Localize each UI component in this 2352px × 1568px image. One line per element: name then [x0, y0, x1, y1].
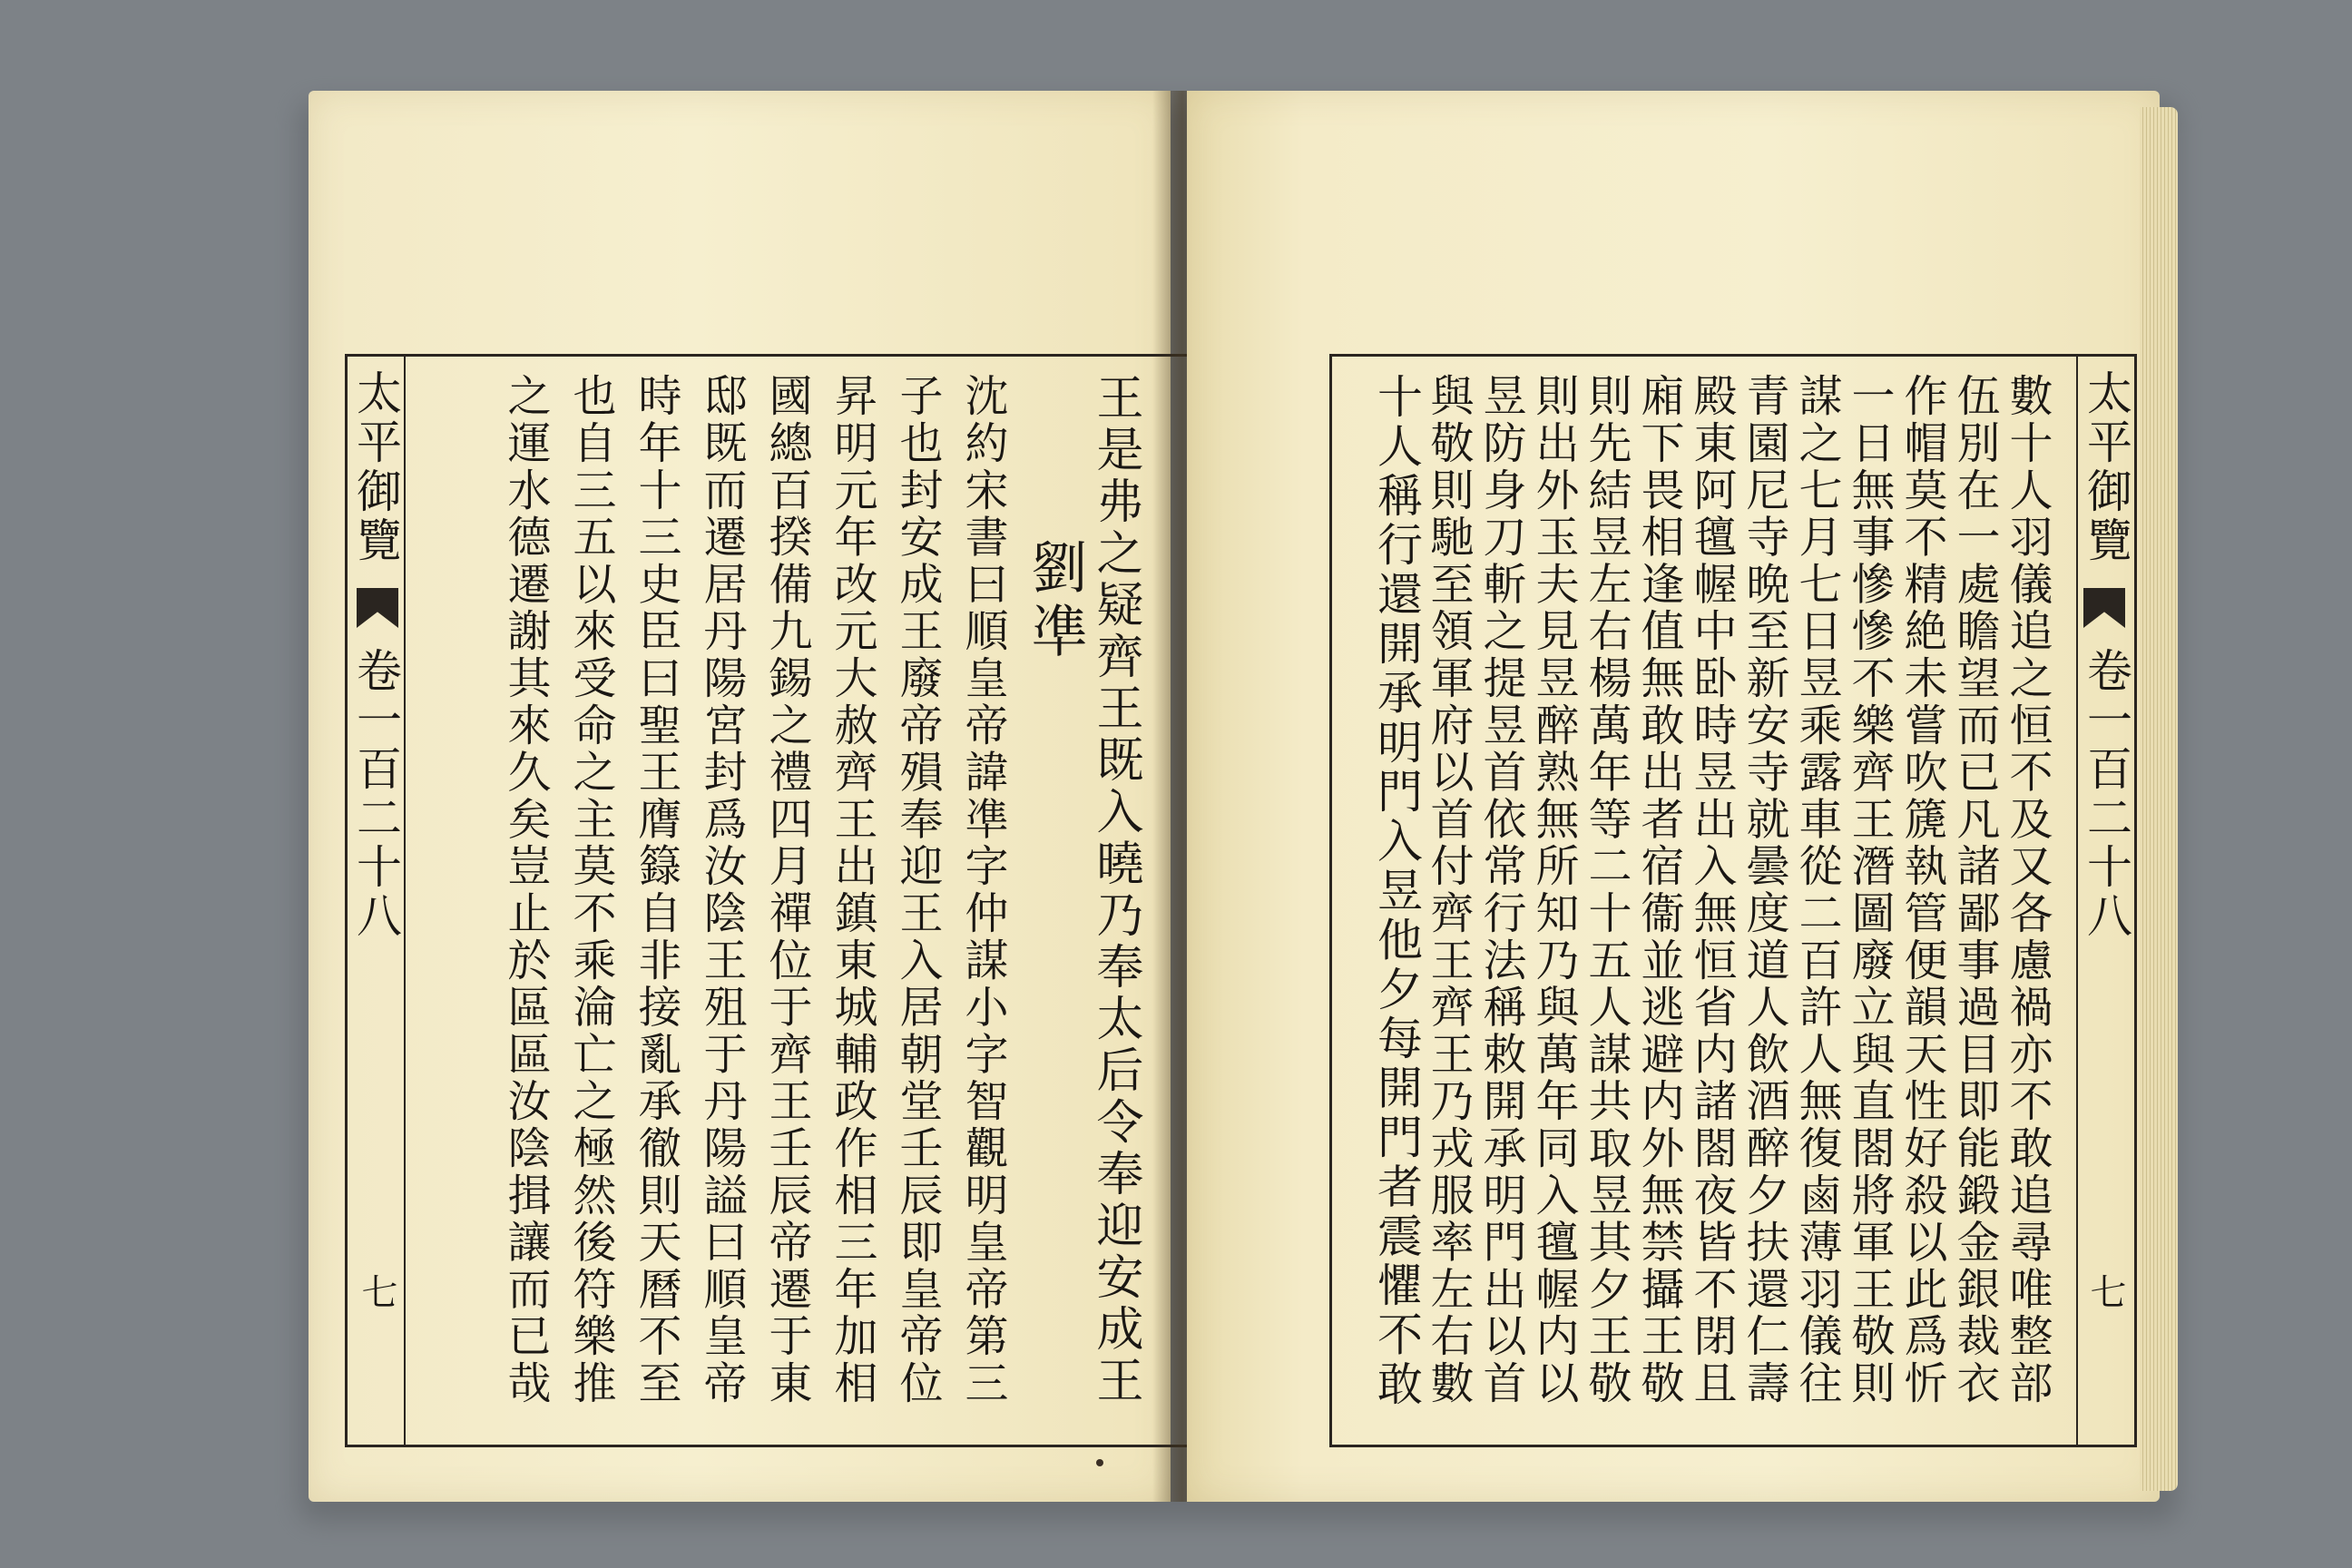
right-fishtail-mark — [2083, 588, 2125, 628]
left-col-5: 昇明元年改元大赦齊王出鎮東城輔政作相三年加相 — [827, 373, 877, 1407]
right-margin-title: 太平御覽 — [2080, 369, 2132, 565]
right-col-4: 一日無事慘慘不樂齊王潛圖廢立與直閤將軍王敬則 — [1844, 373, 1895, 1407]
right-col-10: 則出外玉夫見昱醉熟無所知乃與萬年同入氊幄内以 — [1528, 373, 1579, 1407]
left-col-2: 劉凖 — [1022, 538, 1088, 665]
left-col-6: 國總百揆備九錫之禮四月禪位于齊王壬辰帝遷于東 — [761, 373, 812, 1407]
left-margin-juan: 卷一百二十八 — [349, 647, 402, 941]
right-col-2: 伍別在一處瞻望而已凡諸鄙事過目即能鍛金銀裁衣 — [1949, 373, 2000, 1407]
left-margin-rule — [404, 357, 406, 1445]
right-text-frame — [1329, 354, 2137, 1447]
right-margin-juan: 卷一百二十八 — [2080, 647, 2132, 941]
left-col-3: 沈約宋書曰順皇帝諱凖字仲謀小字智觀明皇帝第三 — [957, 373, 1008, 1407]
page-block-edges — [2140, 107, 2178, 1491]
right-col-5: 謀之七月七日昱乘露車從二百許人無復鹵薄羽儀往 — [1791, 373, 1842, 1407]
left-col-10: 之運水德遷謝其來久矣豈止於區區汝陰揖讓而已哉 — [500, 373, 551, 1407]
right-col-3: 作帽莫不精絶未嘗吹篪執管便韻天性好殺以此爲忻 — [1896, 373, 1947, 1407]
left-folio-number: 七 — [356, 1273, 397, 1317]
right-margin-rule — [2076, 357, 2078, 1445]
left-text-frame — [345, 354, 1189, 1447]
ink-speck — [1096, 1459, 1103, 1466]
left-fishtail-mark — [357, 588, 398, 628]
right-col-11: 昱防身刀斬之提昱首依常行法稱敕開承明門出以首 — [1475, 373, 1526, 1407]
right-col-13: 十人稱行還開承明門入昱他夕每開門者震懼不敢 — [1370, 373, 1423, 1410]
left-margin-title: 太平御覽 — [349, 369, 402, 565]
right-col-1: 數十人羽儀追之恒不及又各慮禍亦不敢追尋唯整部 — [2002, 373, 2053, 1407]
right-col-8: 廂下畏相逢值無敢出者宿衞並逃避内外無禁攝王敬 — [1633, 373, 1684, 1407]
left-col-8: 時年十三史臣曰聖王膺籙自非接亂承徹則天曆不至 — [631, 373, 681, 1407]
left-col-9: 也自三五以來受命之主莫不乘淪亡之極然後符樂推 — [565, 373, 616, 1407]
left-page — [309, 91, 1171, 1502]
left-col-7: 邸既而遷居丹陽宮封爲汝陰王殂于丹陽謚曰順皇帝 — [696, 373, 747, 1407]
right-col-7: 殿東阿氊幄中卧時昱出入無恒省内諸閤夜皆不閉且 — [1686, 373, 1737, 1407]
left-col-1: 王是弗之疑齊王既入曉乃奉太后令奉迎安成王 — [1088, 373, 1142, 1407]
right-col-12: 與敬則馳至領軍府以首付齊王齊王乃戎服率左右數 — [1423, 373, 1474, 1407]
right-col-9: 則先結昱左右楊萬年等二十五人謀共取昱其夕王敬 — [1581, 373, 1632, 1407]
left-col-4: 子也封安成王廢帝殞奉迎王入居朝堂壬辰即皇帝位 — [892, 373, 943, 1407]
book-spread — [309, 91, 2160, 1506]
right-col-6: 青園尼寺晩至新安寺就曇度道人飲酒醉夕扶還仁壽 — [1739, 373, 1789, 1407]
right-folio-number: 七 — [2084, 1273, 2126, 1317]
